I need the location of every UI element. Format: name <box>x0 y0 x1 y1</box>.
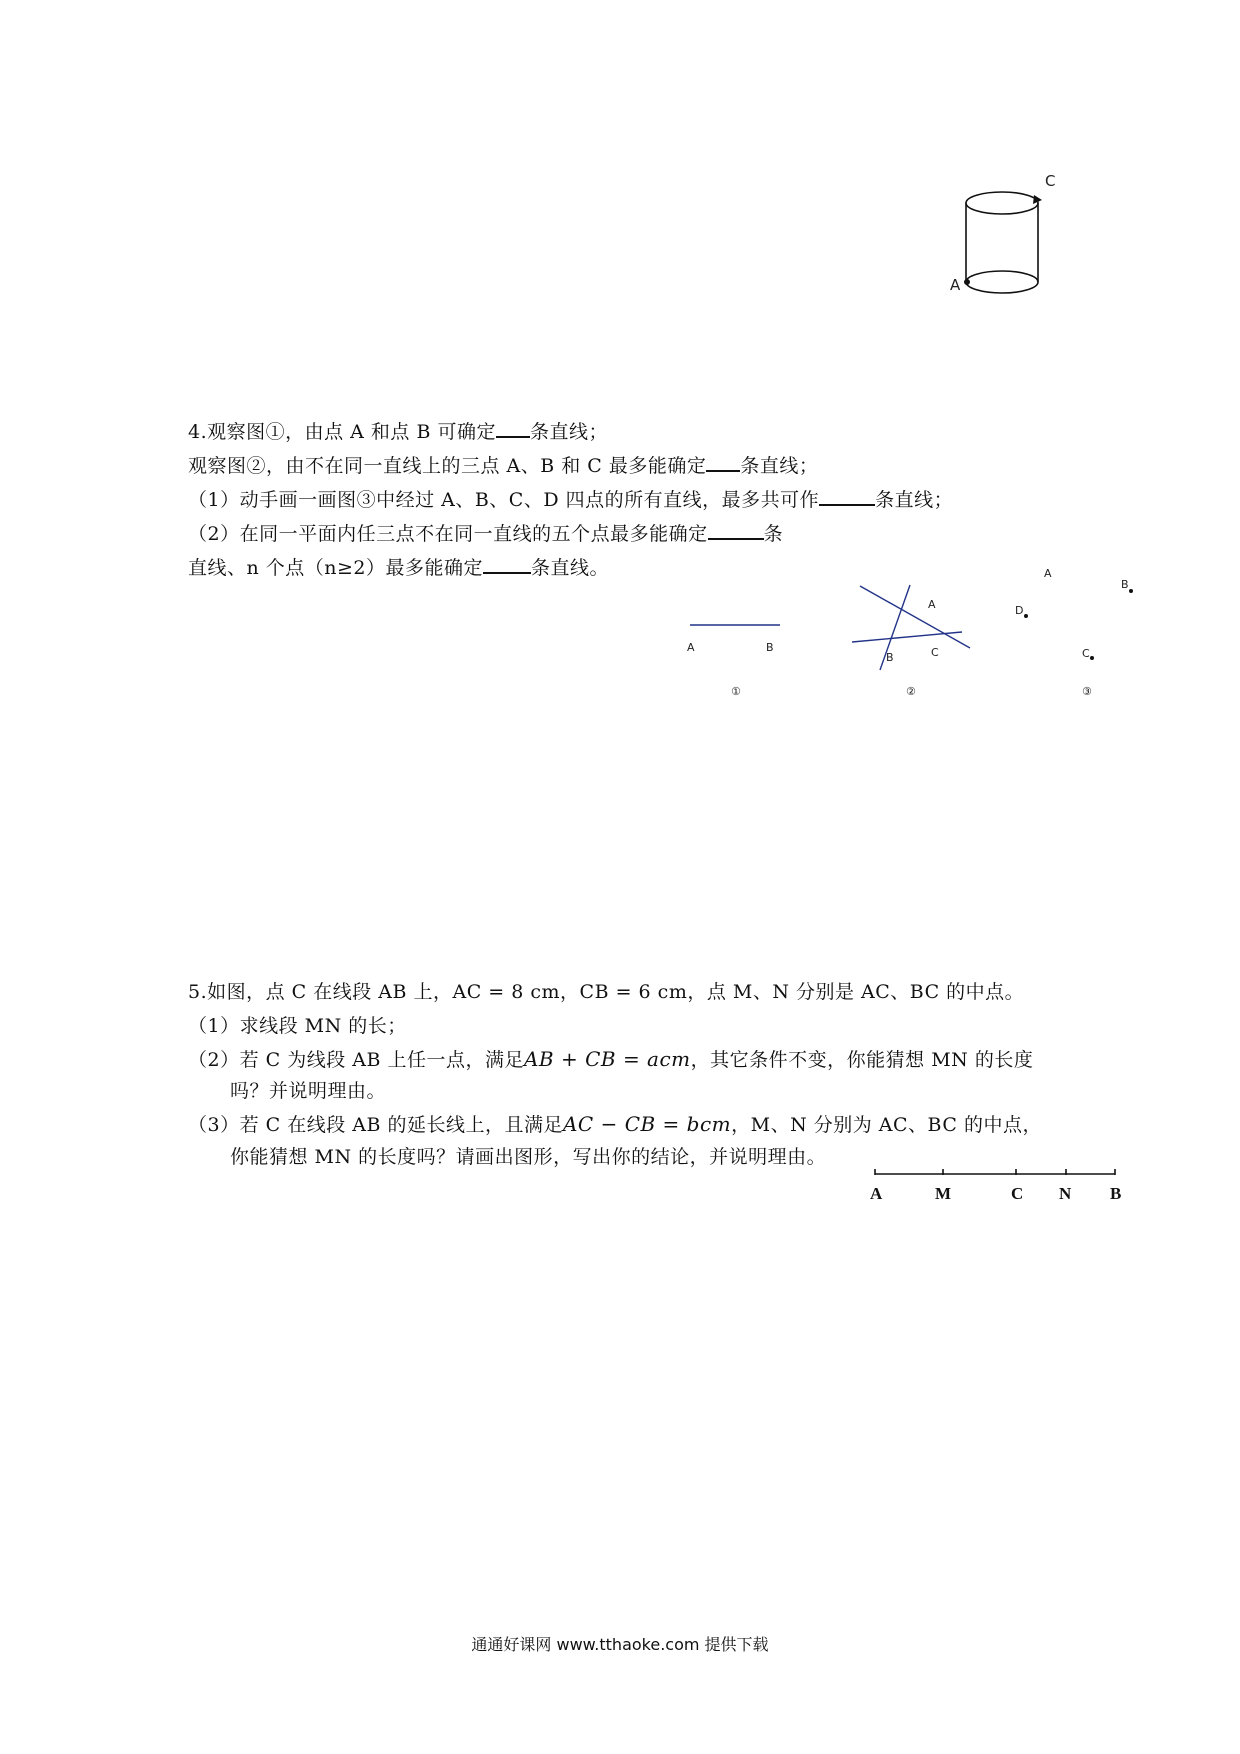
q4-blank-3[interactable] <box>819 486 875 506</box>
figure-1 <box>680 615 790 635</box>
fig3-point-c <box>1090 656 1094 660</box>
segment-label-n: N <box>1059 1184 1072 1203</box>
q4-blank-1[interactable] <box>496 418 530 438</box>
cylinder-label-c: C <box>1045 172 1056 190</box>
figure-2 <box>850 580 980 680</box>
fig3-label-d: D <box>1015 604 1024 617</box>
fig2-label-c: C <box>931 646 939 659</box>
segment-label-b: B <box>1110 1184 1122 1203</box>
fig2-number: ② <box>906 685 916 698</box>
cylinder-figure <box>930 170 1050 300</box>
segment-label-c: C <box>1011 1184 1024 1203</box>
q5-line-4: 吗？并说明理由。 <box>230 1080 387 1102</box>
q4-blank-4[interactable] <box>708 520 764 540</box>
q4-line-4: （2）在同一平面内任三点不在同一直线的五个点最多能确定 条 <box>188 520 783 546</box>
fig3-point-d <box>1024 614 1028 618</box>
fig3-label-b: B <box>1121 578 1129 591</box>
segment-label-a: A <box>870 1184 883 1203</box>
fig3-number: ③ <box>1082 685 1092 698</box>
q4-line-2: 观察图②，由不在同一直线上的三点 A、B 和 C 最多能确定 条直线； <box>188 452 818 478</box>
q5-line-3: （2）若 C 为线段 AB 上任一点，满足AB + CB = acm，其它条件不变，你能猜想 MN 的长度 <box>188 1047 1034 1071</box>
q5-line-2: （1）求线段 MN 的长； <box>188 1015 407 1037</box>
fig2-label-a: A <box>928 598 936 611</box>
q5-line-6: 你能猜想 MN 的长度吗？请画出图形，写出你的结论，并说明理由。 <box>230 1146 827 1168</box>
fig3-label-a: A <box>1044 567 1052 580</box>
q4-line-3: （1）动手画一画图③中经过 A、B、C、D 四点的所有直线，最多共可作 条直线； <box>188 486 953 512</box>
q5-formula-1: AB + CB = acm <box>523 1047 691 1071</box>
fig3-label-c: C <box>1082 647 1090 660</box>
fig1-label-b: B <box>766 641 774 654</box>
q5-formula-2: AC − CB = bcm <box>562 1112 732 1136</box>
q4-blank-2[interactable] <box>706 452 740 472</box>
q5-line-1: 5.如图，点 C 在线段 AB 上，AC = 8 cm，CB = 6 cm，点 M、N 分别是 AC、BC 的中点。 <box>188 981 1025 1003</box>
fig1-label-a: A <box>687 641 695 654</box>
q5-line-5: （3）若 C 在线段 AB 的延长线上，且满足AC − CB = bcm，M、N 分别为 AC、BC 的中点， <box>188 1112 1042 1136</box>
segment-label-m: M <box>935 1184 952 1203</box>
cylinder-label-a: A <box>950 276 961 294</box>
q4-blank-5[interactable] <box>483 554 531 574</box>
fig3-point-b <box>1129 589 1133 593</box>
q4-line-1: 4.观察图①，由点 A 和点 B 可确定 条直线； <box>188 418 608 444</box>
fig2-label-b: B <box>886 651 894 664</box>
segment-figure <box>870 1166 1120 1182</box>
fig1-number: ① <box>731 685 741 698</box>
q4-line-5: 直线、n 个点（n≥2）最多能确定 条直线。 <box>188 554 609 580</box>
page-footer: 通通好课网 www.tthaoke.com 提供下载 <box>471 1635 769 1654</box>
